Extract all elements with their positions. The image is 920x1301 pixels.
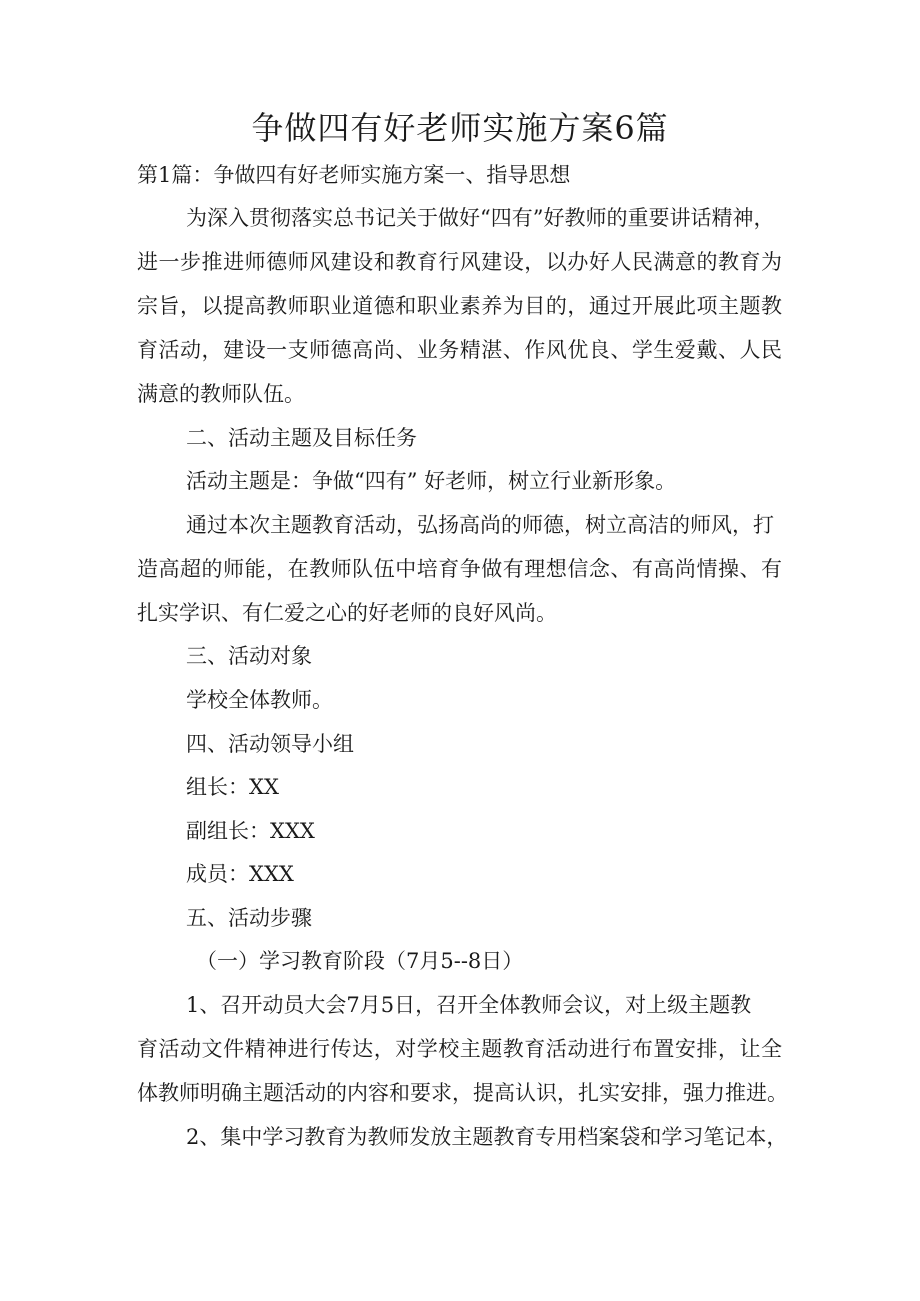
paragraph-line: 造高超的师能，在教师队伍中培育争做有理想信念、有高尚情操、有 — [137, 557, 782, 581]
paragraph-line: 2、集中学习教育为教师发放主题教育专用档案袋和学习笔记本， — [186, 1125, 788, 1149]
document-title: 争做四有好老师实施方案6篇 — [251, 109, 669, 147]
paragraph-line: 1、召开动员大会7月5日，召开全体教师会议，对上级主题教 — [186, 993, 752, 1017]
paragraph-line: 为深入贯彻落实总书记关于做好“四有”好教师的重要讲话精神， — [186, 206, 775, 230]
paragraph-line: 宗旨，以提高教师职业道德和职业素养为目的，通过开展此项主题教 — [137, 294, 782, 318]
paragraph-line: 体教师明确主题活动的内容和要求，提高认识，扎实安排，强力推进。 — [137, 1081, 788, 1105]
paragraph-line: 满意的教师队伍。 — [137, 382, 305, 406]
paragraph-line: 通过本次主题教育活动，弘扬高尚的师德，树立高洁的师风，打 — [186, 513, 774, 537]
paragraph-line: 扎实学识、有仁爱之心的好老师的良好风尚。 — [137, 601, 557, 625]
list-item: 成员：XXX — [186, 862, 294, 886]
paragraph-line: 育活动文件精神进行传达，对学校主题教育活动进行布置安排，让全 — [137, 1037, 782, 1061]
paragraph-line: 学校全体教师。 — [186, 688, 333, 712]
section-heading: 五、活动步骤 — [186, 906, 312, 930]
paragraph-line: 活动主题是：争做“四有” 好老师，树立行业新形象。 — [186, 469, 677, 493]
section-heading: 四、活动领导小组 — [186, 732, 354, 756]
section-heading: 第1篇：争做四有好老师实施方案一、指导思想 — [137, 163, 571, 187]
subsection-heading: （一）学习教育阶段（7月5--8日） — [196, 949, 524, 973]
paragraph-line: 育活动，建设一支师德高尚、业务精湛、作风优良、学生爱戴、人民 — [137, 338, 782, 362]
paragraph-line: 进一步推进师德师风建设和教育行风建设，以办好人民满意的教育为 — [137, 250, 782, 274]
list-item: 副组长：XXX — [186, 819, 315, 843]
section-heading: 三、活动对象 — [186, 644, 312, 668]
list-item: 组长：XX — [186, 775, 279, 799]
section-heading: 二、活动主题及目标任务 — [186, 426, 417, 450]
